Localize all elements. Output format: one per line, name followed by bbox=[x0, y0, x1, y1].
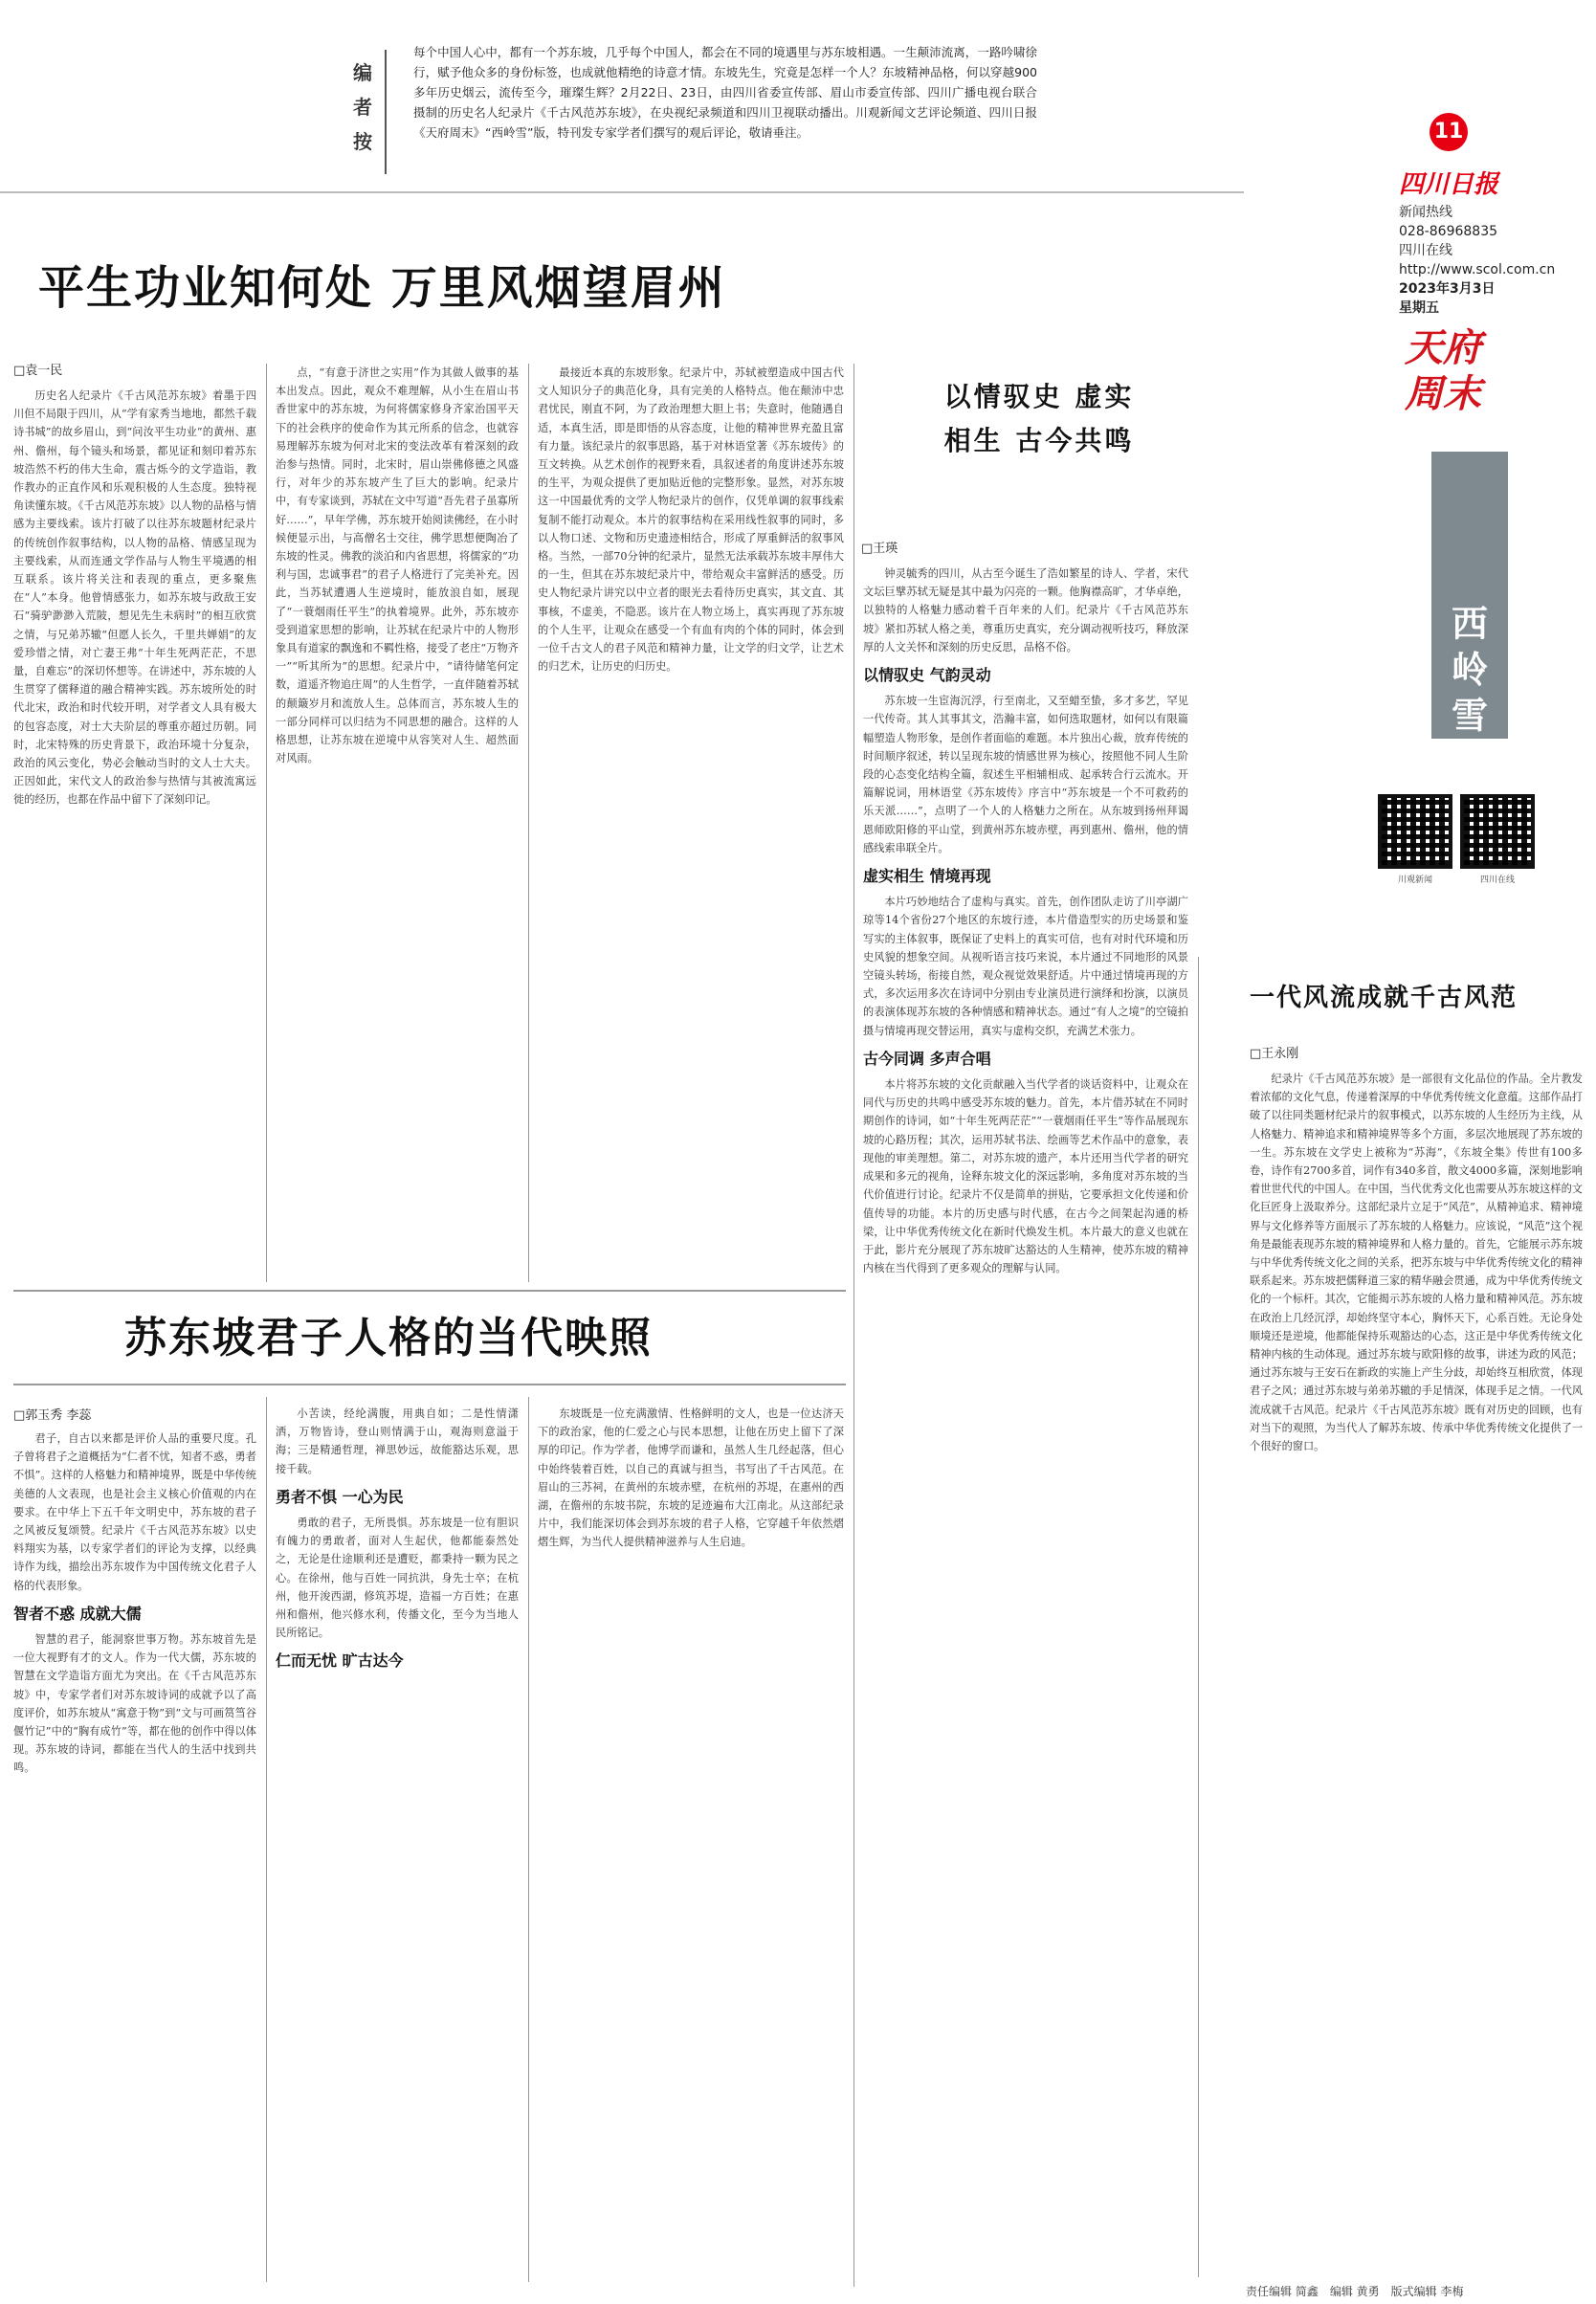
article4-body: 纪录片《千古风范苏东坡》是一部很有文化品位的作品。全片教发着浓郁的文化气息，传递着深厚的中华优秀传统文化意蕴。这部作品打破了以往同类题材纪录片的叙事模式，以苏东坡的人生经历为主线，从人格魅力、精神追求和精神境界等多个方面，多层次地展现了苏东坡的一生。苏东坡在文学史上被称为“苏海”，《东坡全集》传世有100多卷，诗作有2700多首，词作有340多首，散文4000多篇，深刻地影响着世世代代的中国人。在中国，当代优秀文化也需要从苏东坡这样的文化巨匠身上汲取养分。这部纪录片立足于“风范”，从精神追求、精神境界与文化修养等方面展示了苏东坡的人格魅力。应该说，“风范”这个视角是最能表现苏东坡的精神境界和人格力量的。首先，它能展示苏东坡与中华优秀传统文化之间的关系，把苏东坡与中华优秀传统文化的精神联系起来。苏东坡把儒释道三家的精华融会贯通，成为中华优秀传统文化的一个标杆。其次，它能揭示苏东坡的人格力量和精神风范。苏东坡在政治上几经沉浮，却始终坚守本心，胸怀天下，心系百姓。无论身处顺境还是逆境，他都能保持乐观豁达的心态，这正是中华优秀传统文化精神内核的生动体现。通过苏东坡与欧阳修的故事，讲述为政的风范；通过苏东坡与王安石在新政的实施上产生分歧，却始终互相欣赏，体现君子之风；通过苏东坡与弟弟苏辙的手足情深，体现手足之情。一代风流成就千古风范。纪录片《千古风范苏东坡》既有对历史的回顾，也有对当下的观照，为当代人了解苏东坡、传承中华优秀传统文化提供了一个很好的窗口。 bbox=[1250, 1073, 1583, 1453]
paper-logo: 四川日报 bbox=[1399, 170, 1499, 199]
hotline-number: 028-86968835 bbox=[1399, 224, 1498, 239]
editor-note-divider bbox=[385, 50, 387, 174]
article3-author: □郭玉秀 李蕊 bbox=[13, 1408, 92, 1423]
qr-code-icon[interactable] bbox=[1378, 794, 1452, 869]
article2-title: 以情驭史 虚实相生 古今共鸣 bbox=[943, 381, 1135, 456]
top-divider bbox=[0, 191, 1244, 193]
section-divider bbox=[13, 1384, 846, 1385]
supplement-logo: 天府周末 bbox=[1405, 325, 1481, 416]
masthead-info bbox=[1399, 203, 1581, 318]
article3-subhead-3: 仁而无忧 旷古达今 bbox=[276, 1651, 404, 1671]
editor-credits: 责任编辑 简鑫 编辑 黄勇 版式编辑 李梅 bbox=[1246, 2285, 1464, 2298]
qr-label-1: 川观新闻 bbox=[1397, 875, 1432, 885]
article1-column-2: 点，“有意于济世之实用”作为其做人做事的基本出发点。因此，观众不难理解，从小生在眉山书香世家中的苏东坡，为何将儒家修身齐家治国平天下的社会秩序的使命作为其元所系的信念，也就容易理解苏东坡为何对北宋的变法改革有着深刻的政治参与热情。同时，北宋时，眉山崇佛修德之风盛行，对年少的苏东坡产生了巨大的影响。纪录片中，有专家谈到，苏轼在文中写道“吾先君子虽寡所好……”，早年学佛，苏东坡开始阅读佛经，在小时候便显示出，与高僧名士交往，佛学思想便陶冶了东坡的性灵。佛教的淡泊和内省思想，将儒家的“功利与国，忠诚事君”的君子人格进行了完美补充。因此，当苏轼遭遇人生逆境时，能放浪自如，展现了“一蓑烟雨任平生”的执着境界。此外，苏东坡亦受到道家思想的影响，让苏轼在纪录片中的人物形象具有道家的飘逸和不羁性格，接受了老庄“万物齐一”“听其所为”的思想。纪录片中，“请待储笔何定数，道遥齐物追庄周”的人生哲学，一直伴随着苏轼的颠簸岁月和流放人生。总体而言，苏东坡人生的一部分同样可以归结为不同思想的融合。这样的人格思想，让苏东坡在逆境中从容笑对人生、超然面对风雨。 bbox=[276, 366, 519, 765]
section-name: 西岭雪 bbox=[1451, 603, 1488, 737]
column-divider bbox=[528, 1397, 529, 2282]
column-divider bbox=[1198, 957, 1199, 2277]
article2-subhead-3: 古今同调 多声合唱 bbox=[863, 1049, 991, 1068]
article1-author: □袁一民 bbox=[13, 364, 63, 378]
article3-subhead-2: 勇者不惧 一心为民 bbox=[276, 1487, 404, 1506]
online-label: 四川在线 bbox=[1399, 243, 1452, 258]
article4-title: 一代风流成就千古风范 bbox=[1250, 984, 1518, 1012]
qr-label-2: 四川在线 bbox=[1479, 875, 1515, 885]
article3-column-2: 小苦读，经纶满腹，用典自如；二是性情潇洒，万物皆诗，登山则情满于山，观海则意溢于海；三是精通哲理，禅思妙远，故能豁达乐观，思接千载。 勇者不惧 一心为民 勇敢的君子，无所畏惧。苏东坡是一位有胆识有魄力的勇敢者，面对人生起伏，他都能泰然处之，无论是仕途顺利还是遭贬，都秉持一颗为民之心。在徐州，他与百姓一同抗洪，身先士卒；在杭州，他开浚西湖，修筑苏堤，造福一方百姓；在惠州和儋州，他兴修水利，传播文化，至今为当地人民所铭记。 仁而无忧 旷古达今 bbox=[276, 1407, 519, 1671]
article1-column-3: 最接近本真的东坡形象。纪录片中，苏轼被塑造成中国古代文人知识分子的典范化身，具有完美的人格特点。他在颠沛中忠君忧民，刚直不阿，为了政治理想大胆上书；失意时，他随遇自适，本真生活，即是即悟的从容态度，让他的精神世界充盈且富有力量。该纪录片的叙事思路，基于对林语堂著《苏东坡传》的互文转换。从艺术创作的视野来看，具叙述者的角度讲述苏东坡的生平，为观众提供了更加贴近他的完整形象。显然，对苏东坡这一中国最优秀的文学人物纪录片的创作，仅凭单调的叙事线索复制不能打动观众。本片的叙事结构在采用线性叙事的同时，多以人物口述、文物和历史遗迹相结合，形成了厚重鲜活的叙事风格。当然，一部70分钟的纪录片，显然无法承载苏东坡丰厚伟大的一生，但其在苏东坡纪录片中，带给观众丰富鲜活的感受。历史人物纪录片讲究以中立者的眼光去看待历史真实，其文直、其事核，不虚美，不隐恶。该片在人物立场上，真实再现了苏东坡的个人生平，让观众在感受一个有血有肉的个体的同时，体会到一位千古文人的君子风范和精神力量，让文学的归文学，让艺术的归艺术，让历史的归历史。 bbox=[538, 366, 844, 674]
issue-date: 2023年3月3日 bbox=[1399, 281, 1496, 297]
article2-author: □王瑛 bbox=[861, 542, 898, 556]
article3-title: 苏东坡君子人格的当代映照 bbox=[124, 1314, 653, 1362]
website-url[interactable]: http://www.scol.com.cn bbox=[1399, 262, 1556, 277]
article1-title: 平生功业知何处 万里风烟望眉州 bbox=[38, 261, 726, 315]
column-divider bbox=[853, 364, 854, 2287]
qr-code-icon[interactable] bbox=[1460, 794, 1535, 869]
hotline-label: 新闻热线 bbox=[1399, 205, 1452, 220]
article2-subhead-2: 虚实相生 情境再现 bbox=[863, 867, 991, 886]
article3-column-3: 东坡既是一位充满激情、性格鲜明的文人，也是一位达济天下的政治家，他的仁爱之心与民本思想，让他在历史上留下了深厚的印记。作为学者，他博学而谦和，虽然人生几经起落，但心中始终装着百姓，以自己的真诚与担当，书写出了千古风范。在眉山的三苏祠，在黄州的东坡赤壁，在杭州的苏堤，在惠州的西湖，在儋州的东坡书院，东坡的足迹遍布大江南北。从这部纪录片中，我们能深切体会到苏东坡的君子人格，它穿越千年依然熠熠生辉，为当代人提供精神滋养与人生启迪。 bbox=[538, 1407, 844, 1549]
article3-subhead-1: 智者不惑 成就大儒 bbox=[13, 1604, 142, 1623]
article2-subhead-1: 以情驭史 气韵灵动 bbox=[863, 666, 991, 685]
column-divider bbox=[528, 364, 529, 1282]
article3-column-1: 君子，自古以来都是评价人品的重要尺度。孔子曾将君子之道概括为“仁者不忧，知者不惑，勇者不惧”。这样的人格魅力和精神境界，既是中华传统美德的人文表现，也是社会主义核心价值观的内在要求。在中华上下五千年文明史中，苏东坡的君子之风被反复颂赞。纪录片《千古风范苏东坡》以史料翔实为基，以专家学者们的评论为支撑，以经典诗作为线，描绘出苏东坡作为中国传统文化君子人格的代表形象。 智者不惑 成就大儒 智慧的君子，能洞察世事万物。苏东坡首先是一位大视野有才的文人。作为一代大儒，苏东坡的智慧在文学造诣方面尤为突出。在《千古风范苏东坡》中，专家学者们对苏东坡诗词的成就予以了高度评价，如苏东坡从“寓意于物”到“文与可画筼筜谷偃竹记”中的“胸有成竹”等，都在他的创作中得以体现。苏东坡的诗词，都能在当代人的生活中找到共鸣。 bbox=[13, 1432, 256, 1775]
editor-note-text: 每个中国人心中，都有一个苏东坡，几乎每个中国人，都会在不同的境遇里与苏东坡相遇。一生颠沛流离，一路吟啸徐行，赋予他众多的身份标签，也成就他精绝的诗意才情。东坡先生，究竟是怎样一个人？东坡精神品格，何以穿越900多年历史烟云，流传至今，璀璨生辉？2月22日、23日，由四川省委宣传部、眉山市委宣传部、四川广播电视台联合摄制的历史名人纪录片《千古风范苏东坡》，在央视纪录频道和四川卫视联动播出。川观新闻文艺评论频道、四川日报《天府周末》“西岭雪”版，特刊发专家学者们撰写的观后评论，敬请垂注。 bbox=[413, 45, 1037, 140]
issue-weekday: 星期五 bbox=[1399, 300, 1439, 316]
section-divider bbox=[13, 1290, 846, 1292]
article1-column-1: 历史名人纪录片《千古风范苏东坡》着墨于四川但不局限于四川，从“学有家秀当地地，都然千载诗书城”的故乡眉山，到“问汝平生功业”的黄州、惠州、儋州，每个镜头和场景，都见证和刻印着苏东坡浩然不朽的伟大生命，震古烁今的文学造诣，教作教办的正直作风和乐观积极的人生态度。独特视角读懂东坡。《千古风范苏东坡》以人物的品格与情感为主要线索。该片打破了以往苏东坡题材纪录片的传统创作叙事结构，以人物的品格、情感呈现为主要线索，从而连通文学作品与人物生平境遇的相互联系。该片将关注和表现的重点，更多聚焦在“人”本身。他曾情感张力，如苏东坡与政敌王安石“骑驴渺渺入荒陂，想见先生未病时”的相互欣赏之情，与兄弟苏辙“但愿人长久，千里共婵娟”的友爱珍惜之情，对亡妻王弗“十年生死两茫茫，不思量，自难忘”的深切怀想等。在讲述中，苏东坡的人生贯穿了儒释道的融合精神实践。苏东坡所处的时代北宋，政治和时代较开明，对学者文人具有极大的包容态度，对士大夫阶层的尊重亦超过历朝。同时，北宋特殊的历史背景下，政治环境十分复杂，政治的风云变化，势必会触动当时的文人士大夫。正因如此，宋代文人的政治参与热情与其被流寓远徙的经历，也都在作品中留下了深刻印记。 bbox=[13, 389, 256, 807]
article4-author: □王永刚 bbox=[1250, 1047, 1299, 1061]
page-number-badge: 11 bbox=[1430, 113, 1468, 151]
article2-body: 钟灵毓秀的四川，从古至今诞生了浩如繁星的诗人、学者，宋代文坛巨擘苏轼无疑是其中最为闪亮的一颗。他胸襟高旷，才华卓绝，以独特的人格魅力感动着千百年来的人们。纪录片《千古风范苏东坡》紧扣苏轼人格之美，尊重历史真实，充分调动视听技巧，释放深厚的人文关怀和深刻的历史反思，品格不俗。 以情驭史 气韵灵动 苏东坡一生宦海沉浮，行至南北，又至蜡至蛰，多才多艺，罕见一代传奇。其人其事其文，浩瀚丰富，如何选取题材，如何以有限篇幅塑造人物形象，是创作者面临的难题。本片独出心裁，放弃传统的时间顺序叙述，转以呈现东坡的情感世界为核心，按照他不同人生阶段的心态变化结构全篇，叙述生平相辅相成、起承转合行云流水。开篇解说词，用林语堂《苏东坡传》序言中“苏东坡是一个不可救药的乐天派……”，点明了一个人的人格魅力之所在。从东坡到扬州拜谒恩师欧阳修的平山堂，到黄州苏东坡赤壁，再到惠州、儋州，他的情感线索串联全片。 虚实相生 情境再现 本片巧妙地结合了虚构与真实。首先，创作团队走访了川亭湖广琼等14个省份27个地区的东坡行迹，本片借造型实的历史场景和鉴写实的主体叙事，既保证了史料上的真实可信，也有对时代环境和历史风貌的想象空间。从视听语言技巧来说，本片通过不同地形的风景空镜头转场，衔接自然，观众视觉效果舒适。片中通过情境再现的方式，多次运用多次在诗词中分别由专业演员进行演绎和扮演，以演员的表演体现苏东坡的各种情感和精神状态。通过“有人之境”的空镜拍摄与情境再现交替运用，真实与虚构交织，充满艺术张力。 古今同调 多声合唱 本片将苏东坡的文化贡献融入当代学者的谈话资料中，让观众在同代与历史的共鸣中感受苏东坡的魅力。首先，本片借苏轼在不同时期创作的诗词，如“十年生死两茫茫”“一蓑烟雨任平生”等作品展现东坡的心路历程；其次，运用苏轼书法、绘画等艺术作品中的意象，表现他的审美理想。第二，对苏东坡的遗产，本片还用当代学者的研究成果和多元的视角，诠释东坡文化的深远影响，多角度对苏东坡的当代价值进行讨论。纪录片不仅是简单的拼贴，它要承担文化传递和价值传导的功能。本片的历史感与时代感，在古今之间架起沟通的桥梁，让中华优秀传统文化在新时代焕发生机。本片最大的意义也就在于此，影片充分展现了苏东坡旷达豁达的人生精神，使苏东坡的精神内核在当代得到了更多观众的理解与认同。 bbox=[863, 567, 1188, 1275]
column-divider bbox=[266, 1397, 267, 2282]
editor-note-label: 编者按 bbox=[353, 61, 372, 153]
column-divider bbox=[266, 364, 267, 1282]
